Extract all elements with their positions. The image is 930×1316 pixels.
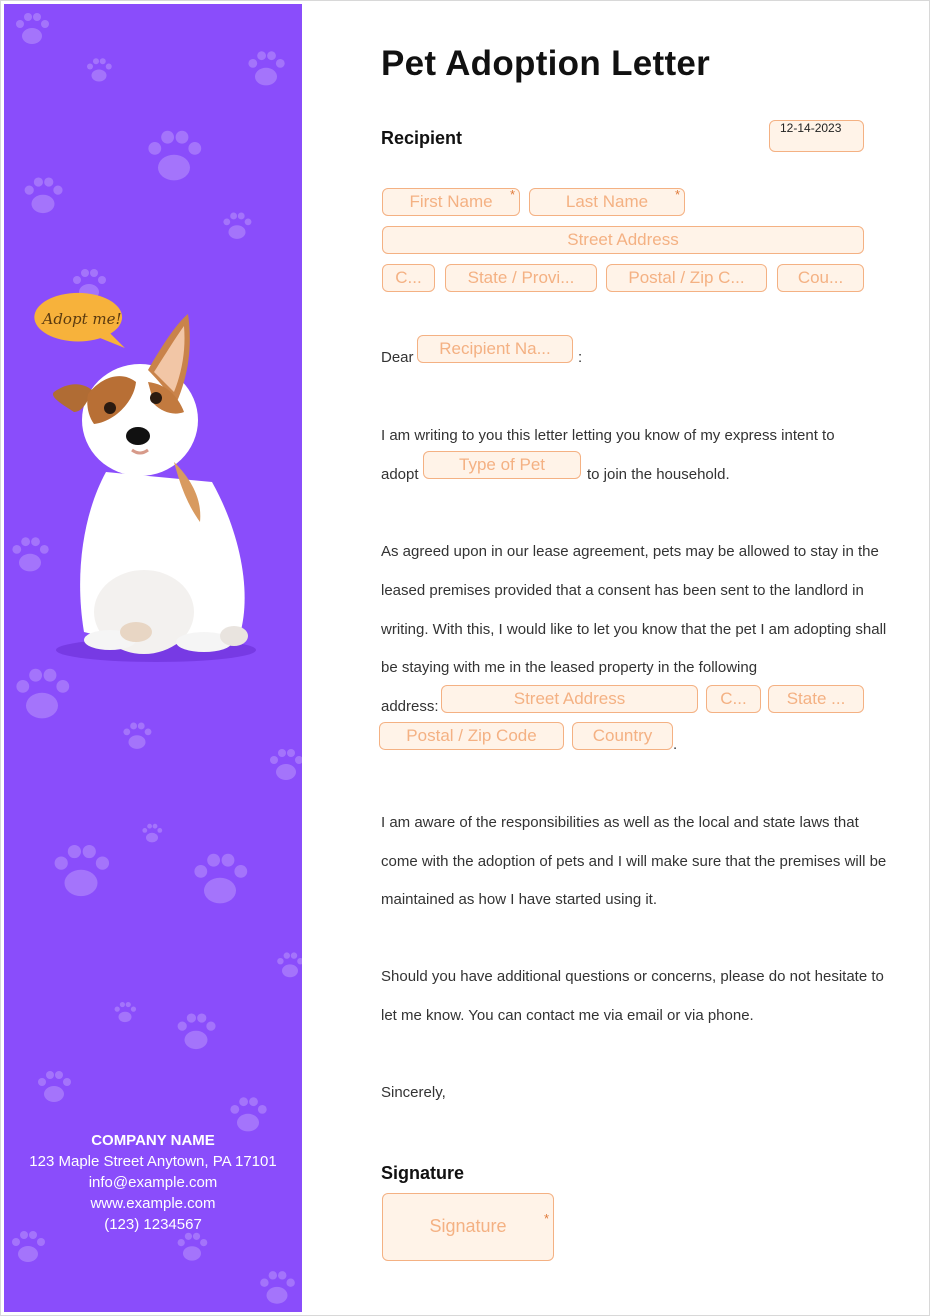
paw-print-icon <box>20 174 66 220</box>
pet-address-state-field[interactable]: State ... <box>768 685 864 713</box>
paw-print-icon <box>44 840 118 906</box>
paragraph-3-line-2: come with the adoption of pets and I will make sure that the premises will be <box>381 853 887 870</box>
recipient-postal-field[interactable]: Postal / Zip C... <box>606 264 767 292</box>
paragraph-3-line-3: maintained as how I have started using it. <box>381 891 657 908</box>
paragraph-2-line-2: leased premises provided that a consent has been sent to the landlord in <box>381 582 864 599</box>
paw-print-icon <box>136 126 212 190</box>
recipient-city-field[interactable]: C... <box>382 264 435 292</box>
pet-address-city-field[interactable]: C... <box>706 685 761 713</box>
paragraph-2-line-1: As agreed upon in our lease agreement, pets may be allowed to stay in the <box>381 543 879 560</box>
last-name-field[interactable]: Last Name * <box>529 188 685 216</box>
greeting-colon: : <box>578 349 583 366</box>
paw-print-icon <box>274 950 302 982</box>
page-title: Pet Adoption Letter <box>381 44 711 83</box>
recipient-state-field[interactable]: State / Provi... <box>445 264 597 292</box>
company-email: info@example.com <box>88 1174 218 1191</box>
recipient-street-field[interactable]: Street Address <box>382 226 864 254</box>
company-phone: (123) 1234567 <box>104 1216 202 1233</box>
paw-print-icon <box>256 1268 298 1310</box>
date-field[interactable]: 12-14-2023 * <box>769 120 864 152</box>
paragraph-3-line-1: I am aware of the responsibilities as well as the local and state laws that <box>381 814 859 831</box>
company-info <box>4 1130 302 1235</box>
signature-field[interactable]: Signature * <box>382 1193 554 1261</box>
pet-type-field[interactable]: Type of Pet <box>423 451 581 479</box>
address-period: . <box>673 736 678 753</box>
company-website: www.example.com <box>90 1195 216 1212</box>
recipient-label: Recipient <box>381 128 463 148</box>
paw-print-icon <box>220 210 254 244</box>
pet-address-postal-field[interactable]: Postal / Zip Code <box>379 722 564 750</box>
pet-address-street-field[interactable]: Street Address <box>441 685 698 713</box>
pet-address-country-field[interactable]: Country <box>572 722 673 750</box>
paw-print-icon <box>188 846 252 916</box>
company-name: COMPANY NAME <box>91 1132 215 1149</box>
paw-print-icon <box>12 10 52 50</box>
first-name-field[interactable]: First Name * <box>382 188 520 216</box>
recipient-name-field[interactable]: Recipient Na... <box>417 335 573 363</box>
paw-print-icon <box>266 746 302 786</box>
speech-bubble-text: Adopt me! <box>42 310 122 328</box>
address-label: address: <box>381 698 439 715</box>
closing-text: Sincerely, <box>381 1084 446 1101</box>
paw-print-icon <box>168 1010 224 1056</box>
signature-label: Signature <box>381 1163 465 1183</box>
paw-print-icon <box>140 822 164 846</box>
paw-print-icon <box>34 1068 74 1108</box>
paw-print-icon <box>10 664 74 728</box>
recipient-country-field[interactable]: Cou... <box>777 264 864 292</box>
paragraph-4-line-2: let me know. You can contact me via email or via phone. <box>381 1007 754 1024</box>
paragraph-1-end: to join the household. <box>587 466 730 483</box>
paragraph-4-line-1: Should you have additional questions or concerns, please do not hesitate to <box>381 968 884 985</box>
paw-print-icon <box>112 1000 138 1026</box>
paragraph-1-line-1: I am writing to you this letter letting you know of my express intent to <box>381 427 835 444</box>
puppy-illustration <box>44 312 264 672</box>
paw-print-icon <box>174 1230 210 1266</box>
greeting-text: Dear <box>381 349 414 366</box>
company-address: 123 Maple Street Anytown, PA 17101 <box>29 1153 277 1170</box>
paragraph-2-line-4: be staying with me in the leased property in the following <box>381 659 758 676</box>
paragraph-1-adopt: adopt <box>381 466 419 483</box>
paw-print-icon <box>120 720 154 754</box>
paw-print-icon <box>244 48 288 92</box>
paragraph-2-line-3: writing. With this, I would like to let you know that the pet I am adopting shall <box>381 621 887 638</box>
paw-print-icon <box>84 56 114 86</box>
